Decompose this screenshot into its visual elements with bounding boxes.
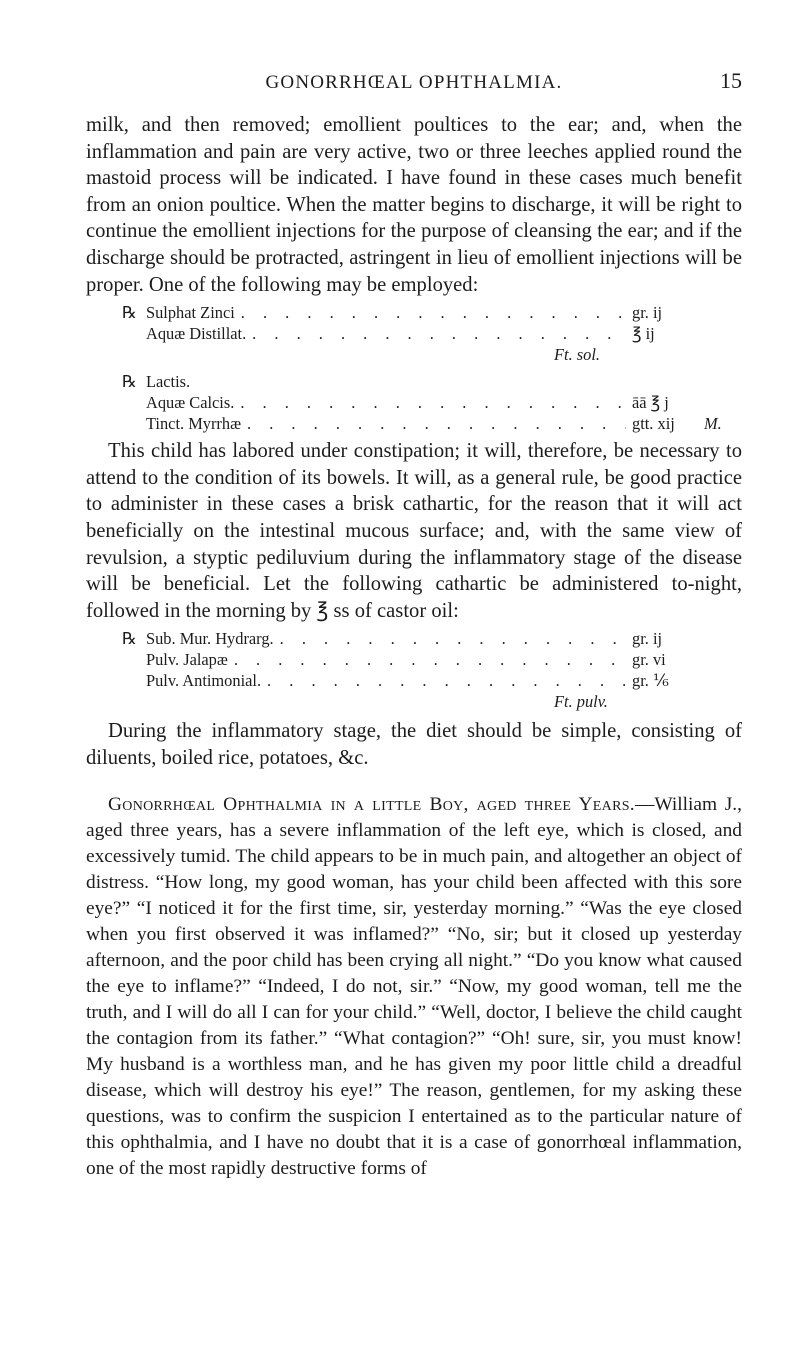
rx-ingredient: Tinct. Myrrhæ — [146, 414, 242, 434]
rx-ingredient: Pulv. Jalapæ — [146, 650, 228, 670]
recipe-symbol: ℞ — [122, 303, 137, 323]
recipe-symbol: ℞ — [122, 629, 137, 649]
misce-mark: M. — [704, 414, 722, 434]
rx-ingredient: Sub. Mur. Hydrarg. — [146, 629, 274, 649]
dot-leader — [280, 628, 626, 649]
case-heading: Gonorrhœal Ophthalmia in a little Boy, aged three Years. — [108, 793, 635, 815]
dot-leader — [252, 323, 626, 344]
rx-line — [122, 371, 742, 392]
rx-ingredient: Aquæ Calcis. — [146, 393, 235, 413]
dot-leader — [234, 649, 626, 670]
rx-dose: gr. ⅙ — [632, 671, 669, 691]
body-text — [86, 112, 742, 1182]
rx-dose: gtt. xij — [632, 414, 675, 434]
rx-note: Ft. pulv. — [554, 692, 608, 712]
rx-note: Ft. sol. — [554, 345, 600, 365]
rx-ingredient: Lactis. — [146, 372, 191, 392]
rx-line — [122, 392, 742, 413]
case-report-paragraph — [86, 792, 742, 1182]
paragraph-constipation: This child has labored under constipation; it will, therefore, be necessary to attend to the condition of its bowels. It will, as a general rule, be good practice to administer in these cases a brisk cathartic, for the reason that it will act beneficially on the intestinal mucous surface; and, with the same view of revulsion, a styptic pediluvium during the inflammatory stage of the disease will be beneficial. Let the following cathartic be administered to-night, followed in the morning by ℥ ss of castor oil: — [86, 440, 742, 622]
rx-dose: gr. ij — [632, 303, 663, 323]
recipe-symbol: ℞ — [122, 372, 137, 392]
page-number: 15 — [720, 68, 742, 93]
prescription-cathartic — [122, 628, 742, 712]
rx-ingredient: Sulphat Zinci — [146, 303, 235, 323]
rx-line — [122, 649, 742, 670]
rx-dose: āā ℥ j — [632, 393, 669, 413]
rx-line — [122, 628, 742, 649]
rx-line — [122, 302, 742, 323]
paragraph-diet: During the inflammatory stage, the diet should be simple, consisting of diluents, boiled rice, potatoes, &c. — [86, 720, 742, 769]
dot-leader — [247, 413, 626, 434]
rx-dose: ℥ ij — [632, 324, 655, 344]
dot-leader — [240, 392, 626, 413]
running-head — [86, 68, 742, 102]
rx-line — [122, 323, 742, 344]
running-head-title: GONORRHŒAL OPHTHALMIA. — [265, 72, 563, 93]
dot-leader — [241, 302, 626, 323]
rx-ingredient: Aquæ Distillat. — [146, 324, 247, 344]
rx-line — [122, 670, 742, 691]
case-body: —William J., aged three years, has a severe inflammation of the left eye, which is closed, and excessively tumid. The child appears to be in much pain, and altogether an object of distress. “How long, my good woman, has your child been affected with this sore eye?” “I noticed it for the first time, sir, yesterday morning.” “Was the eye closed when you first observed it was inflamed?” “No, sir; but it closed up yesterday afternoon, and the poor child has been crying all night.” “Do you know what caused the eye to inflame?” “Indeed, I do not, sir.” “Now, my good woman, tell me the truth, and I will do all I can for your child.” “Well, doctor, I believe the child caught the contagion from its father.” “What contagion?” “Oh! sure, sir, you must know! My husband is a worthless man, and he has given my poor little child a dreadful disease, which will destroy his eye!” The reason, gentlemen, for my asking these questions, was to confirm the suspicion I entertained as to the particular nature of this ophthalmia, and I have no doubt that it is a case of gonorrhœal inflammation, one of the most rapidly destructive forms of — [86, 793, 742, 1179]
prescription-zinc — [122, 302, 742, 434]
rx-dose: gr. vi — [632, 650, 666, 670]
rx-line — [122, 413, 742, 434]
dot-leader — [267, 670, 626, 691]
rx-dose: gr. ij — [632, 629, 663, 649]
paragraph-ear-treatment: milk, and then removed; emollient poultices to the ear; and, when the inflammation and pain are very active, two or three leeches applied round the mastoid process will be indicated. I have found in these cases much benefit from an onion poultice. When the matter begins to discharge, it will be right to continue the emollient injections for the purpose of cleansing the ear; and if the discharge should be protracted, astringent in lieu of emollient injections will be proper. One of the following may be employed: — [86, 114, 742, 296]
rx-ingredient: Pulv. Antimonial. — [146, 671, 262, 691]
